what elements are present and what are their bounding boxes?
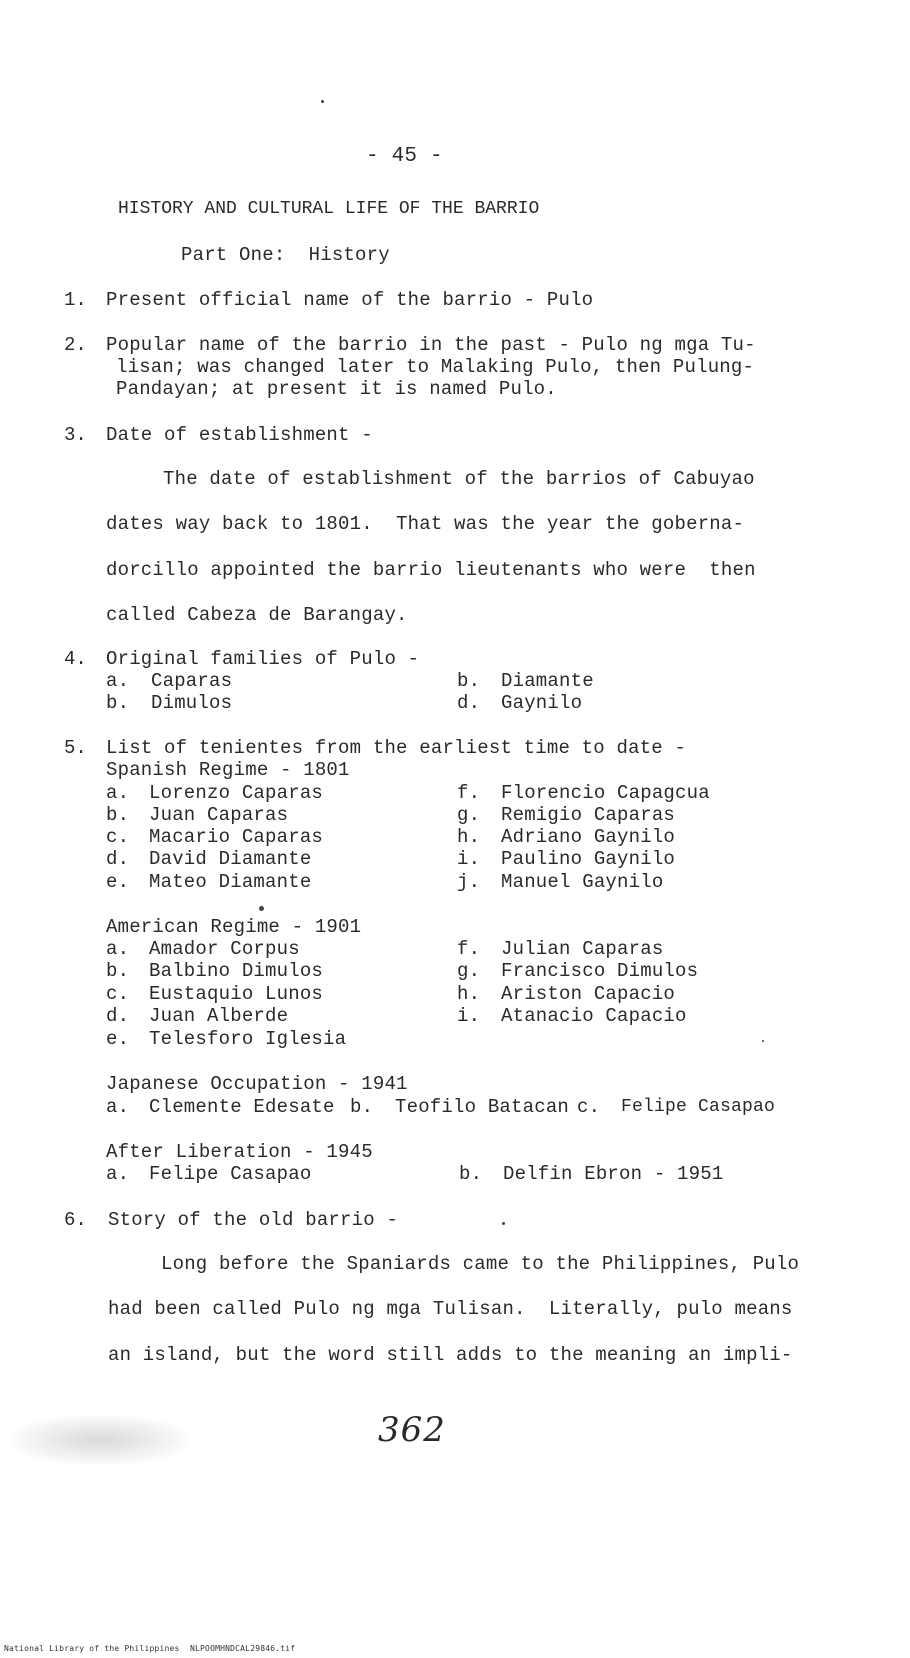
paragraph-line: an island, but the word still adds to the meaning an impli- (108, 1344, 793, 1366)
list-letter: a. (106, 1163, 130, 1185)
list-letter: h. (457, 983, 481, 1005)
list-letter: d. (106, 848, 130, 870)
list-name: Caparas (151, 670, 233, 692)
list-name: Diamante (501, 670, 594, 692)
scan-speck (321, 100, 324, 103)
list-name: Gaynilo (501, 692, 583, 714)
list-name: Francisco Dimulos (501, 960, 699, 982)
item-number: 4. (64, 648, 87, 670)
scan-speck (502, 1222, 505, 1225)
list-name: Adriano Gaynilo (501, 826, 676, 848)
item-number: 3. (64, 424, 87, 446)
list-name: Ariston Capacio (501, 983, 676, 1005)
list-name: Paulino Gaynilo (501, 848, 676, 870)
paragraph-line: had been called Pulo ng mga Tulisan. Literally, pulo means (108, 1298, 793, 1320)
item-2-line: Pandayan; at present it is named Pulo. (116, 378, 557, 400)
scan-speck (259, 906, 264, 911)
list-letter: a. (106, 938, 130, 960)
regime-heading: Japanese Occupation - 1941 (106, 1073, 408, 1095)
item-4-heading: Original families of Pulo - (106, 648, 420, 670)
list-letter: a. (106, 1096, 130, 1118)
handwritten-page-number: 362 (378, 1410, 446, 1450)
item-number: 2. (64, 334, 87, 356)
scan-speck (762, 1040, 764, 1042)
list-letter: b. (106, 960, 130, 982)
item-6-heading: Story of the old barrio - (108, 1209, 399, 1231)
list-name: Juan Alberde (149, 1005, 289, 1027)
list-name: Lorenzo Caparas (149, 782, 324, 804)
list-name: Delfin Ebron - 1951 (503, 1163, 724, 1185)
list-letter: d. (106, 1005, 130, 1027)
list-letter: b. (106, 804, 130, 826)
list-name: Atanacio Capacio (501, 1005, 687, 1027)
list-letter: d. (457, 692, 481, 714)
footer-file: NLPOOMHNDCAL29846.tif (190, 1644, 296, 1653)
list-name: Dimulos (151, 692, 233, 714)
list-letter: b. (106, 692, 130, 714)
list-letter: a. (106, 782, 130, 804)
list-letter: e. (106, 871, 130, 893)
list-letter: b. (459, 1163, 483, 1185)
list-letter: g. (457, 804, 481, 826)
list-name: Amador Corpus (149, 938, 300, 960)
list-letter: c. (577, 1096, 601, 1118)
list-name: David Diamante (149, 848, 312, 870)
item-3-heading: Date of establishment - (106, 424, 373, 446)
paragraph-line: The date of establishment of the barrios of Cabuyao (163, 468, 755, 490)
list-letter: c. (106, 826, 130, 848)
item-1-text: Present official name of the barrio - Pulo (106, 289, 594, 311)
list-letter: c. (106, 983, 130, 1005)
list-name: Juan Caparas (149, 804, 289, 826)
list-name: Florencio Capagcua (501, 782, 710, 804)
list-letter: b. (457, 670, 481, 692)
list-name: Julian Caparas (501, 938, 664, 960)
list-name: Mateo Diamante (149, 871, 312, 893)
list-name: Manuel Gaynilo (501, 871, 664, 893)
list-letter: i. (457, 848, 481, 870)
list-letter: e. (106, 1028, 130, 1050)
paragraph-line: called Cabeza de Barangay. (106, 604, 408, 626)
list-name: Balbino Dimulos (149, 960, 324, 982)
list-letter: h. (457, 826, 481, 848)
item-number: 1. (64, 289, 87, 311)
list-name: Felipe Casapao (149, 1163, 312, 1185)
list-letter: g. (457, 960, 481, 982)
regime-heading: Spanish Regime - 1801 (106, 759, 350, 781)
list-letter: a. (106, 670, 130, 692)
list-name: Remigio Caparas (501, 804, 676, 826)
scan-smudge (10, 1415, 190, 1465)
paragraph-line: dates way back to 1801. That was the year the goberna- (106, 513, 745, 535)
page-number: - 45 - (366, 145, 443, 168)
list-letter: j. (457, 871, 481, 893)
item-2-line: lisan; was changed later to Malaking Pulo, then Pulung- (116, 356, 755, 378)
list-name: Felipe Casapao (621, 1097, 776, 1117)
list-letter: b. (350, 1096, 374, 1118)
list-name: Teofilo Batacan (395, 1096, 570, 1118)
list-name: Macario Caparas (149, 826, 324, 848)
paragraph-line: dorcillo appointed the barrio lieutenants who were then (106, 559, 756, 581)
list-letter: i. (457, 1005, 481, 1027)
item-5-heading: List of tenientes from the earliest time to date - (106, 737, 687, 759)
item-2-line: Popular name of the barrio in the past - Pulo ng mga Tu- (106, 334, 756, 356)
list-letter: f. (457, 782, 481, 804)
footer-library: National Library of the Philippines (4, 1644, 180, 1653)
regime-heading: After Liberation - 1945 (106, 1141, 373, 1163)
list-letter: f. (457, 938, 481, 960)
document-title: HISTORY AND CULTURAL LIFE OF THE BARRIO (118, 199, 540, 219)
item-number: 5. (64, 737, 87, 759)
list-name: Eustaquio Lunos (149, 983, 324, 1005)
item-number: 6. (64, 1209, 87, 1231)
paragraph-line: Long before the Spaniards came to the Philippines, Pulo (161, 1253, 800, 1275)
list-name: Clemente Edesate (149, 1096, 335, 1118)
list-name: Telesforo Iglesia (149, 1028, 347, 1050)
part-heading: Part One: History (181, 244, 390, 266)
regime-heading: American Regime - 1901 (106, 916, 362, 938)
